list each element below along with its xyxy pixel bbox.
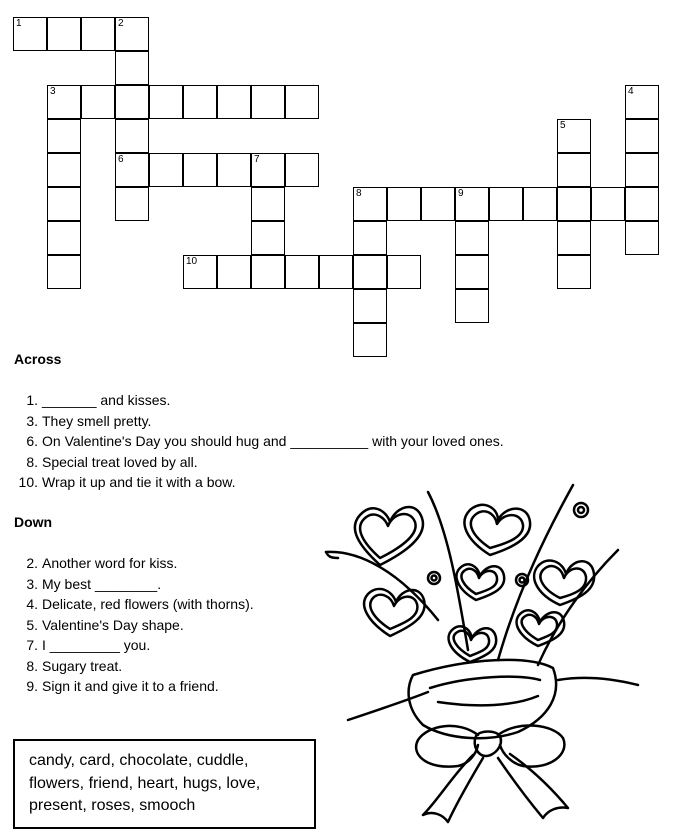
crossword-cell[interactable] xyxy=(251,187,285,221)
crossword-cell[interactable] xyxy=(47,17,81,51)
crossword-cell[interactable] xyxy=(13,17,47,51)
crossword-cell[interactable] xyxy=(217,153,251,187)
clue-number: 4. xyxy=(26,596,38,612)
heart-icon xyxy=(464,505,530,555)
clue-across-6 xyxy=(14,431,504,452)
crossword-cell[interactable] xyxy=(115,119,149,153)
clue-across-8 xyxy=(14,452,504,473)
crossword-cell[interactable] xyxy=(625,153,659,187)
crossword-cell[interactable] xyxy=(387,255,421,289)
crossword-cell[interactable] xyxy=(217,255,251,289)
clue-down-3 xyxy=(14,574,254,595)
clue-number: 5. xyxy=(26,616,38,633)
word-bank-line: flowers, friend, heart, hugs, love, xyxy=(29,774,261,792)
clue-text: Another word for kiss. xyxy=(42,555,178,571)
clue-text: I _________ you. xyxy=(42,637,151,653)
crossword-cell[interactable] xyxy=(319,255,353,289)
clue-number: 3. xyxy=(26,575,38,592)
clue-down-4 xyxy=(14,594,254,615)
crossword-cell[interactable] xyxy=(353,221,387,255)
crossword-cell[interactable] xyxy=(183,85,217,119)
clue-number: 6. xyxy=(26,433,38,449)
crossword-cell[interactable] xyxy=(455,289,489,323)
crossword-cell[interactable] xyxy=(47,153,81,187)
crossword-cell[interactable] xyxy=(183,153,217,187)
clue-down-9 xyxy=(14,676,254,697)
across-heading: Across xyxy=(14,351,62,367)
crossword-cell[interactable] xyxy=(115,187,149,221)
crossword-cell[interactable] xyxy=(81,17,115,51)
crossword-cell[interactable] xyxy=(285,153,319,187)
down-heading: Down xyxy=(14,514,53,530)
clue-number: 8. xyxy=(26,453,38,470)
crossword-cell[interactable] xyxy=(557,187,591,221)
down-clues xyxy=(14,553,254,697)
crossword-cell[interactable] xyxy=(353,323,387,357)
crossword-cell[interactable] xyxy=(149,85,183,119)
clue-number: 3. xyxy=(26,412,38,429)
crossword-cell[interactable] xyxy=(47,85,81,119)
crossword-cell[interactable] xyxy=(591,187,625,221)
crossword-cell[interactable] xyxy=(217,85,251,119)
clue-text: Wrap it up and tie it with a bow. xyxy=(42,474,236,490)
crossword-cell[interactable] xyxy=(387,187,421,221)
clue-text: They smell pretty. xyxy=(42,412,152,429)
clue-number-label: 7 xyxy=(254,154,260,165)
clue-text: On Valentine's Day you should hug and __________ with your loved ones. xyxy=(42,433,504,449)
crossword-cell[interactable] xyxy=(47,119,81,153)
clue-number-label: 8 xyxy=(356,188,362,199)
clue-number-label: 4 xyxy=(628,86,634,97)
clue-down-5 xyxy=(14,615,254,636)
crossword-cell[interactable] xyxy=(353,255,387,289)
crossword-cell[interactable] xyxy=(421,187,455,221)
clue-text: _______ and kisses. xyxy=(42,392,171,408)
crossword-cell[interactable] xyxy=(251,255,285,289)
heart-icon xyxy=(449,626,497,662)
clue-number: 1. xyxy=(26,392,38,408)
crossword-cell[interactable] xyxy=(47,255,81,289)
clue-down-7 xyxy=(14,635,254,656)
crossword-cell[interactable] xyxy=(557,221,591,255)
clue-down-2 xyxy=(14,553,254,574)
crossword-cell[interactable] xyxy=(455,187,489,221)
crossword-grid xyxy=(0,0,675,365)
clue-number-label: 6 xyxy=(118,154,124,165)
clue-across-3 xyxy=(14,411,504,432)
crossword-cell[interactable] xyxy=(251,153,285,187)
clue-number: 7. xyxy=(26,637,38,653)
crossword-cell[interactable] xyxy=(47,187,81,221)
crossword-cell[interactable] xyxy=(625,85,659,119)
clue-number-label: 2 xyxy=(118,18,124,29)
clue-number: 9. xyxy=(26,678,38,694)
crossword-cell[interactable] xyxy=(81,85,115,119)
crossword-cell[interactable] xyxy=(625,221,659,255)
clue-number-label: 10 xyxy=(186,256,198,267)
crossword-cell[interactable] xyxy=(557,255,591,289)
clue-number-label: 1 xyxy=(16,18,22,29)
crossword-cell[interactable] xyxy=(557,153,591,187)
crossword-cell[interactable] xyxy=(625,187,659,221)
crossword-cell[interactable] xyxy=(353,187,387,221)
crossword-cell[interactable] xyxy=(115,51,149,85)
clue-number: 10. xyxy=(18,474,38,490)
word-bank xyxy=(13,739,316,829)
clue-text: Sugary treat. xyxy=(42,657,123,674)
clue-number-label: 5 xyxy=(560,120,566,131)
crossword-cell[interactable] xyxy=(455,221,489,255)
crossword-cell[interactable] xyxy=(115,85,149,119)
clue-number-label: 9 xyxy=(458,188,464,199)
clue-text: Delicate, red flowers (with thorns). xyxy=(42,596,254,612)
crossword-cell[interactable] xyxy=(115,153,149,187)
crossword-cell[interactable] xyxy=(285,255,319,289)
crossword-cell[interactable] xyxy=(115,17,149,51)
crossword-cell[interactable] xyxy=(455,255,489,289)
crossword-cell[interactable] xyxy=(183,255,217,289)
crossword-cell[interactable] xyxy=(625,119,659,153)
clue-text: Sign it and give it to a friend. xyxy=(42,678,219,694)
heart-icon xyxy=(457,564,505,600)
heart-icon xyxy=(355,507,423,565)
crossword-cell[interactable] xyxy=(47,221,81,255)
clue-text: My best ________. xyxy=(42,575,162,592)
clue-number-label: 3 xyxy=(50,86,56,97)
clue-down-8 xyxy=(14,656,254,677)
crossword-cell[interactable] xyxy=(557,119,591,153)
crossword-cell[interactable] xyxy=(251,85,285,119)
word-bank-line: present, roses, smooch xyxy=(29,797,196,814)
word-bank-line: candy, card, chocolate, cuddle, xyxy=(29,752,249,769)
crossword-cell[interactable] xyxy=(285,85,319,119)
clue-number: 2. xyxy=(26,555,38,571)
crossword-cell[interactable] xyxy=(251,221,285,255)
crossword-cell[interactable] xyxy=(523,187,557,221)
crossword-cell[interactable] xyxy=(489,187,523,221)
crossword-cell[interactable] xyxy=(149,153,183,187)
clue-number: 8. xyxy=(26,657,38,674)
heart-icon xyxy=(534,561,594,605)
clue-across-1 xyxy=(14,390,504,411)
clue-text: Special treat loved by all. xyxy=(42,453,198,470)
clue-text: Valentine's Day shape. xyxy=(42,616,184,633)
crossword-cell[interactable] xyxy=(353,289,387,323)
heart-bouquet-icon xyxy=(318,470,675,838)
